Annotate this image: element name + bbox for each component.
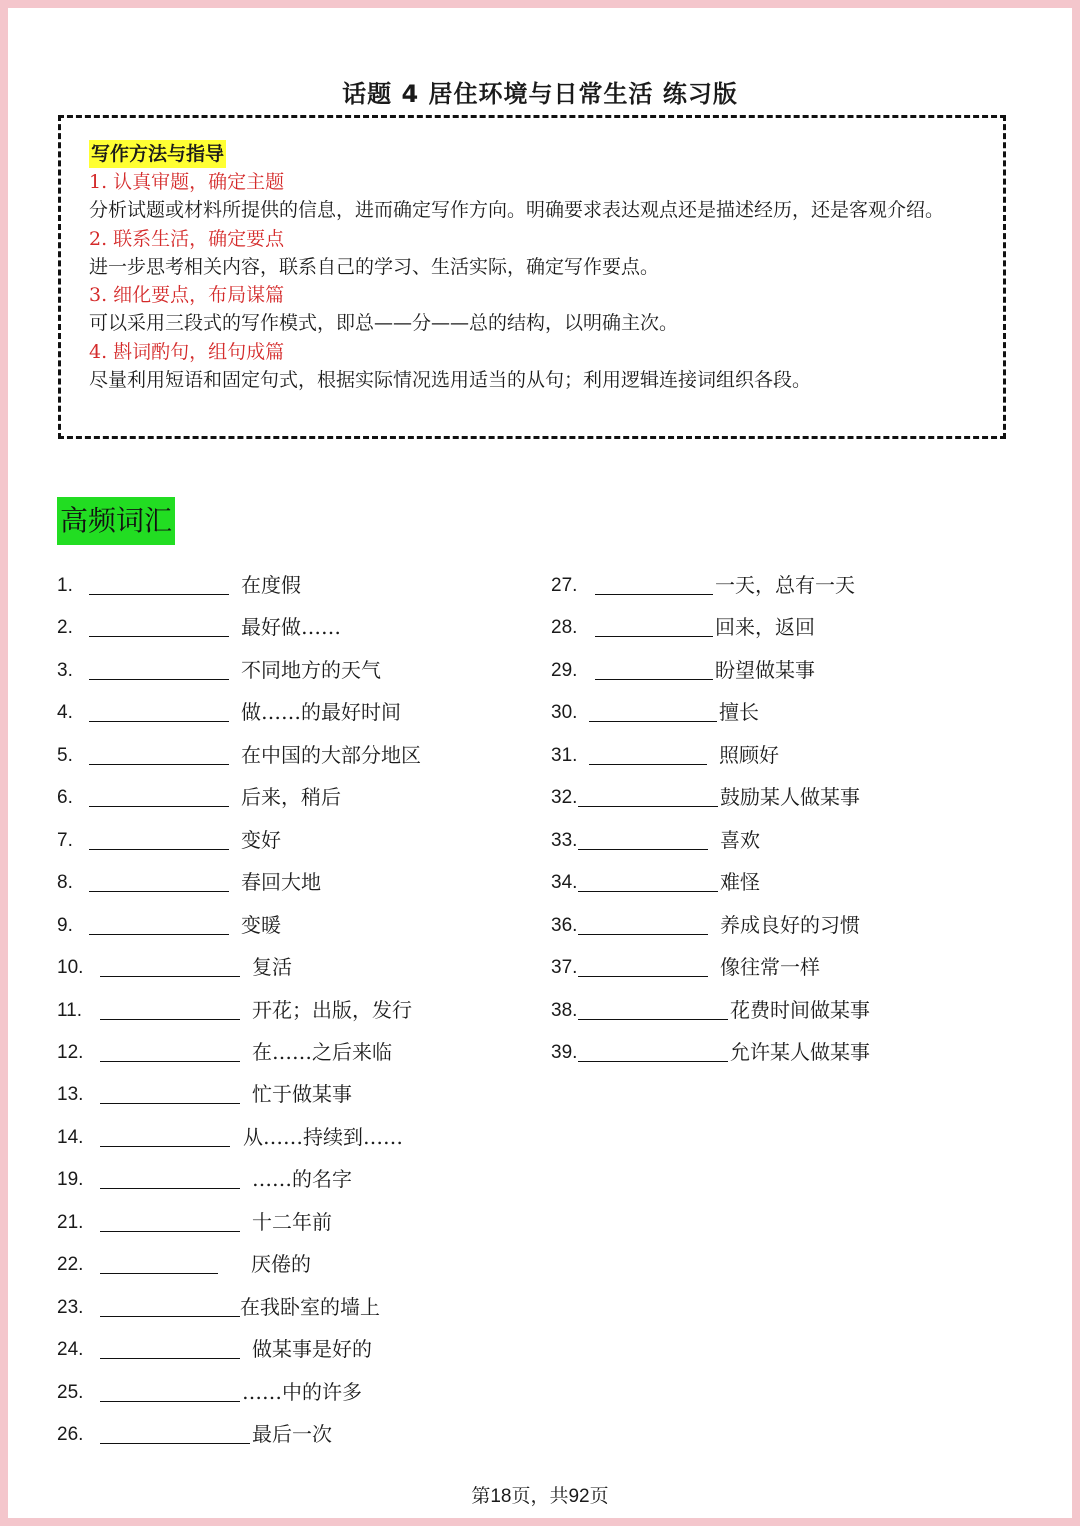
vocab-item-number: 31. [551,744,578,766]
answer-blank[interactable] [100,1165,240,1189]
vocab-item-number: 25. [57,1381,84,1403]
vocab-item [57,864,321,896]
vocab-item [57,1119,403,1151]
vocab-item [57,1161,352,1193]
answer-blank[interactable] [578,826,708,850]
vocab-item-number: 8. [57,872,73,894]
vocab-item [551,567,855,599]
vocab-item-meaning: 最好做…… [241,615,341,640]
vocab-item-number: 27. [551,575,578,596]
guide-item-1-text: 分析试题或材料所提供的信息，进而确定写作方向。明确要求表达观点还是描述经历，还是客观介绍。 [89,199,945,222]
guide-item-4-text: 尽量利用短语和固定句式，根据实际情况选用适当的从句；利用逻辑连接词组织各段。 [89,369,812,392]
vocab-item [57,737,421,769]
vocab-item-number: 24. [57,1339,84,1361]
vocab-item [551,694,759,726]
vocab-item-number: 19. [57,1169,84,1191]
vocab-item-meaning: 难怪 [720,870,760,895]
answer-blank[interactable] [100,953,240,977]
vocab-item-meaning: 一天，总有一天 [715,573,855,597]
vocab-item-number: 10. [57,957,84,979]
vocab-item [551,779,860,811]
vocab-item-meaning: 开花；出版，发行 [252,997,412,1022]
vocab-item-meaning: 从……持续到…… [243,1124,403,1149]
answer-blank[interactable] [595,656,713,680]
vocab-item-meaning: 变好 [241,827,281,852]
vocab-item-meaning: 在……之后来临 [252,1039,392,1064]
vocab-item-number: 9. [57,914,73,936]
vocab-item-number: 36. [551,914,578,936]
vocab-item [57,949,292,981]
page-number: 第18页，共92页 [471,1486,609,1507]
answer-blank[interactable] [100,1335,240,1359]
vocab-item [57,1331,372,1363]
answer-blank[interactable] [89,698,229,722]
vocab-item [57,1374,362,1406]
vocab-item [57,1076,352,1108]
vocab-item-meaning: 不同地方的天气 [241,657,381,682]
answer-blank[interactable] [100,1250,218,1274]
answer-blank[interactable] [100,1420,250,1444]
vocab-item-meaning: 盼望做某事 [715,657,815,682]
vocab-item [551,652,815,684]
answer-blank[interactable] [89,656,229,680]
vocab-item [551,907,860,939]
vocab-item-number: 26. [57,1424,84,1445]
answer-blank[interactable] [578,783,718,807]
answer-blank[interactable] [578,1038,728,1062]
answer-blank[interactable] [595,571,713,595]
guide-item-4-heading: 4. 斟词酌句，组句成篇 [89,340,285,363]
answer-blank[interactable] [100,1208,240,1232]
answer-blank[interactable] [89,911,229,935]
vocab-item [551,1034,870,1066]
vocab-item-number: 14. [57,1126,84,1148]
vocab-item-meaning: 做……的最好时间 [241,700,401,725]
answer-blank[interactable] [89,826,229,850]
vocab-item [57,907,281,939]
answer-blank[interactable] [89,868,229,892]
answer-blank[interactable] [578,911,708,935]
vocab-item [57,609,341,641]
answer-blank[interactable] [89,571,229,595]
vocab-item-number: 2. [57,617,73,639]
page-title: 话题 4 居住环境与日常生活 练习版 [342,80,738,108]
vocab-item [551,992,870,1024]
vocab-item-number: 33. [551,829,578,851]
vocab-item-number: 22. [57,1254,84,1276]
vocab-item [57,1416,332,1448]
vocab-item-meaning: 照顾好 [719,742,779,767]
vocab-item [57,779,341,811]
answer-blank[interactable] [578,953,708,977]
guide-item-1-heading: 1. 认真审题，确定主题 [89,171,285,193]
vocab-item-number: 12. [57,1041,84,1063]
vocab-item-meaning: 最后一次 [252,1422,332,1446]
vocab-item-number: 5. [57,744,73,766]
vocab-item-meaning: 做某事是好的 [252,1337,372,1362]
answer-blank[interactable] [100,1080,240,1104]
guide-item-3-text: 可以采用三段式的写作模式，即总——分——总的结构，以明确主次。 [89,312,679,335]
vocab-item [57,1034,392,1066]
vocab-item-number: 37. [551,957,578,979]
answer-blank[interactable] [89,741,229,765]
answer-blank[interactable] [578,996,728,1020]
vocab-item-meaning: 复活 [252,955,292,980]
vocab-item-meaning: 在我卧室的墙上 [240,1294,380,1319]
vocab-item-number: 6. [57,787,73,809]
vocab-item-meaning: 喜欢 [720,827,760,852]
vocab-item-meaning: 忙于做某事 [252,1082,352,1107]
guide-item-2-text: 进一步思考相关内容，联系自己的学习、生活实际，确定写作要点。 [89,255,660,278]
vocab-item-meaning: 回来，返回 [715,615,815,640]
vocab-item-meaning: ……的名字 [252,1167,352,1192]
vocab-item-number: 34. [551,872,578,894]
guide-item-2-heading: 2. 联系生活，确定要点 [89,227,285,250]
vocab-item [57,694,401,726]
vocab-item [57,567,301,599]
vocab-item-meaning: 允许某人做某事 [730,1039,870,1064]
vocab-item [57,822,281,854]
vocab-item-meaning: ……中的许多 [242,1379,362,1404]
answer-blank[interactable] [100,1293,240,1317]
answer-blank[interactable] [100,1123,230,1147]
vocab-item-meaning: 鼓励某人做某事 [720,785,860,810]
vocab-item-number: 4. [57,702,73,724]
vocab-item-number: 1. [57,575,73,596]
vocab-item-meaning: 后来，稍后 [241,785,341,810]
vocabulary-heading: 高频词汇 [57,497,175,545]
vocab-item-meaning: 厌倦的 [251,1252,311,1277]
vocab-item-number: 11. [57,999,83,1021]
vocab-item-meaning: 花费时间做某事 [730,997,870,1022]
vocab-item [551,822,760,854]
vocab-item [57,1289,380,1321]
vocab-item [551,864,760,896]
vocab-item-meaning: 变暖 [241,912,281,937]
answer-blank[interactable] [100,1038,240,1062]
vocab-item-meaning: 十二年前 [252,1209,332,1234]
vocab-item [551,609,815,641]
vocab-item-meaning: 在度假 [241,573,301,597]
vocab-item [57,1204,332,1236]
writing-guide-heading: 写作方法与指导 [89,140,226,168]
vocab-item-meaning: 擅长 [719,700,759,725]
writing-guide-box [58,115,1006,439]
vocab-item-number: 3. [57,659,73,681]
answer-blank[interactable] [595,613,713,637]
answer-blank[interactable] [89,783,229,807]
vocab-item-meaning: 像往常一样 [720,955,820,980]
answer-blank[interactable] [578,868,718,892]
answer-blank[interactable] [100,1378,240,1402]
answer-blank[interactable] [589,698,717,722]
guide-item-3-heading: 3. 细化要点，布局谋篇 [89,284,285,307]
vocab-item [551,737,779,769]
writing-guide-content [89,140,989,394]
answer-blank[interactable] [589,741,707,765]
vocab-item-number: 13. [57,1084,84,1106]
vocab-item [551,949,820,981]
vocab-item-number: 39. [551,1041,578,1063]
answer-blank[interactable] [100,996,240,1020]
vocab-item-number: 38. [551,999,578,1021]
vocab-item [57,652,381,684]
vocab-item-number: 32. [551,787,578,809]
answer-blank[interactable] [89,613,229,637]
vocab-item-meaning: 养成良好的习惯 [720,912,860,937]
vocab-item [57,992,412,1024]
vocab-item-number: 21. [57,1211,84,1233]
vocab-item-meaning: 在中国的大部分地区 [241,742,421,767]
vocab-item-number: 29. [551,659,578,681]
vocab-item-meaning: 春回大地 [241,870,321,895]
vocab-item-number: 7. [57,829,73,851]
vocab-item-number: 28. [551,617,578,639]
vocab-item-number: 23. [57,1296,84,1318]
vocab-item [57,1246,311,1278]
vocab-item-number: 30. [551,702,578,724]
